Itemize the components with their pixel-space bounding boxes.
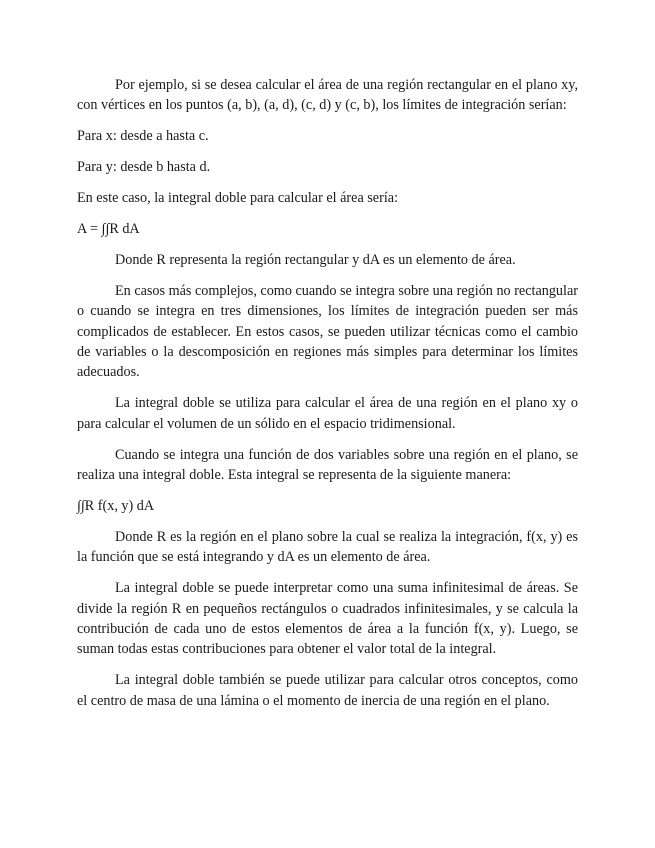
paragraph-integration-region: Donde R es la región en el plano sobre la cual se realiza la integración, f(x, y) es la función que se está integrando y dA es un elemento de área. xyxy=(77,528,578,566)
paragraph-usage: La integral doble se utiliza para calcular el área de una región en el plano xy o para calcular el volumen de un sólido en el espacio tridimensional. xyxy=(77,395,578,432)
paragraph-other-concepts: La integral doble también se puede utilizar para calcular otros conceptos, como el centro de masa de una lámina o el momento de inercia de una región en el plano. xyxy=(77,672,578,709)
formula-area: A = ∫∫R dA xyxy=(77,221,140,238)
paragraph-infinitesimal-sum: La integral doble se puede interpretar como una suma infinitesimal de áreas. Se divide la región R en pequeños rectángulos o cuadrados infinitesimales, y se calcula la contribución de cada uno de estos elementos de área a la función f(x, y). Luego, se suman todas estas contribuciones para obtener el valor total de la integral. xyxy=(77,580,578,658)
paragraph-limits-x: Para x: desde a hasta c. xyxy=(77,128,209,145)
paragraph-example-rectangle: Por ejemplo, si se desea calcular el área de una región rectangular en el plano xy, con vértices en los puntos (a, b), (a, d), (c, d) y (c, b), los límites de integración serían: xyxy=(77,77,578,114)
paragraph-complex-cases: En casos más complejos, como cuando se integra sobre una región no rectangular o cuando se integra en tres dimensiones, los límites de integración pueden ser más complicados de establecer. En estos casos, se pueden utilizar técnicas como el cambio de variables o la descomposición en regiones más simples para determinar los límites adecuados. xyxy=(77,282,578,381)
paragraph-two-variables: Cuando se integra una función de dos variables sobre una región en el plano, se realiza una integral doble. Esta integral se representa de la siguiente manera: xyxy=(77,446,578,484)
paragraph-area-intro: En este caso, la integral doble para calcular el área sería: xyxy=(77,190,399,207)
formula-double-integral: ∫∫R f(x, y) dA xyxy=(77,498,155,514)
paragraph-region-definition: Donde R representa la región rectangular y dA es un elemento de área. xyxy=(115,251,516,268)
paragraph-limits-y: Para y: desde b hasta d. xyxy=(77,159,211,176)
